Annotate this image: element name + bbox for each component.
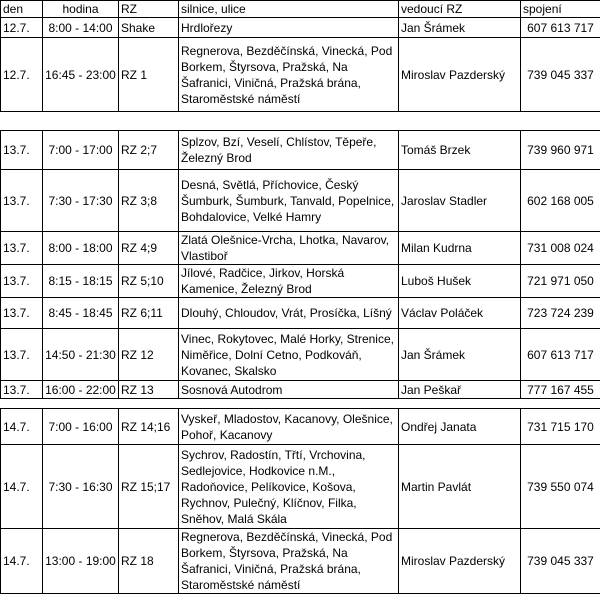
cell-den: 14.7.: [1, 409, 43, 445]
table-row: [1, 131, 600, 170]
cell-hodina: 8:45 - 18:45: [43, 298, 119, 329]
cell-den: 13.7.: [1, 131, 43, 170]
cell-rz: RZ 4;9: [119, 232, 179, 265]
cell-silnice: Jílové, Radčice, Jirkov, Horská Kamenice, Železný Brod: [179, 265, 399, 298]
cell-silnice: Dlouhý, Chloudov, Vrát, Prosíčka, Líšný: [179, 298, 399, 329]
table-row: [1, 529, 600, 594]
cell-silnice: Vinec, Rokytovec, Malé Horky, Strenice, Niměřice, Dolní Cetno, Podkováň, Kovanec, Skalsko: [179, 329, 399, 381]
schedule-table-day-1: [0, 0, 600, 112]
header-vedouci: vedoucí RZ: [399, 1, 521, 18]
cell-silnice: Sosnová Autodrom: [179, 381, 399, 399]
cell-vedouci: Jan Šrámek: [399, 329, 521, 381]
cell-silnice: Splzov, Bzí, Veselí, Chlístov, Těpeře, Železný Brod: [179, 131, 399, 170]
cell-vedouci: Milan Kudrna: [399, 232, 521, 265]
cell-hodina: 16:00 - 22:00: [43, 381, 119, 399]
cell-vedouci: Václav Poláček: [399, 298, 521, 329]
cell-spojeni: 607 613 717: [521, 329, 600, 381]
cell-rz: RZ 18: [119, 529, 179, 594]
cell-hodina: 7:30 - 16:30: [43, 445, 119, 529]
cell-spojeni: 731 008 024: [521, 232, 600, 265]
cell-rz: RZ 14;16: [119, 409, 179, 445]
cell-vedouci: Martin Pavlát: [399, 445, 521, 529]
cell-den: 12.7.: [1, 18, 43, 38]
schedule-table-day-3: [0, 408, 600, 594]
header-den: den: [1, 1, 43, 18]
schedule-block-day-1: [0, 0, 600, 112]
cell-vedouci: Miroslav Pazderský: [399, 38, 521, 112]
cell-silnice: Zlatá Olešnice-Vrcha, Lhotka, Navarov, Vlastiboř: [179, 232, 399, 265]
cell-hodina: 8:15 - 18:15: [43, 265, 119, 298]
cell-hodina: 7:00 - 17:00: [43, 131, 119, 170]
cell-silnice: Sychrov, Radostín, Třtí, Vrchovina, Sedlejovice, Hodkovice n.M., Radoňovice, Pelíkovice, Košova, Rychnov, Pulečný, Klíčnov, Filka, Sněhov, Malá Skála: [179, 445, 399, 529]
header-hodina: hodina: [43, 1, 119, 18]
cell-vedouci: Miroslav Pazderský: [399, 529, 521, 594]
cell-hodina: 7:00 - 16:00: [43, 409, 119, 445]
cell-hodina: 7:30 - 17:30: [43, 170, 119, 232]
cell-vedouci: Jan Peškař: [399, 381, 521, 399]
table-row: [1, 18, 600, 38]
cell-vedouci: Jaroslav Stadler: [399, 170, 521, 232]
cell-rz: RZ 12: [119, 329, 179, 381]
cell-vedouci: Ondřej Janata: [399, 409, 521, 445]
cell-hodina: 8:00 - 14:00: [43, 18, 119, 38]
cell-den: 13.7.: [1, 232, 43, 265]
cell-silnice: Hrdlořezy: [179, 18, 399, 38]
cell-silnice: Regnerova, Bezděčínská, Vinecká, Pod Borkem, Štyrsova, Pražská, Na Šafranici, Viničná, Pražská brána, Staroměstské náměstí: [179, 529, 399, 594]
cell-silnice: Regnerova, Bezděčínská, Vinecká, Pod Borkem, Štyrsova, Pražská, Na Šafranici, Viničná, Pražská brána, Staroměstské náměstí: [179, 38, 399, 112]
cell-silnice: Desná, Světlá, Příchovice, Český Šumburk, Šumburk, Tanvald, Popelnice, Bohdalovice, Velké Hamry: [179, 170, 399, 232]
table-row: [1, 170, 600, 232]
table-row: [1, 409, 600, 445]
cell-rz: RZ 3;8: [119, 170, 179, 232]
table-row: [1, 38, 600, 112]
cell-rz: RZ 2;7: [119, 131, 179, 170]
cell-hodina: 14:50 - 21:30: [43, 329, 119, 381]
table-row: [1, 265, 600, 298]
cell-spojeni: 739 550 074: [521, 445, 600, 529]
cell-rz: RZ 13: [119, 381, 179, 399]
cell-spojeni: 723 724 239: [521, 298, 600, 329]
table-row: [1, 298, 600, 329]
table-row: [1, 232, 600, 265]
cell-spojeni: 731 715 170: [521, 409, 600, 445]
cell-spojeni: 721 971 050: [521, 265, 600, 298]
header-spojeni: spojení: [521, 1, 600, 18]
cell-vedouci: Jan Šrámek: [399, 18, 521, 38]
cell-vedouci: Tomáš Brzek: [399, 131, 521, 170]
cell-den: 12.7.: [1, 38, 43, 112]
cell-spojeni: 777 167 455: [521, 381, 600, 399]
cell-vedouci: Luboš Hušek: [399, 265, 521, 298]
cell-rz: RZ 6;11: [119, 298, 179, 329]
schedule-table-day-2: [0, 130, 600, 399]
table-row: [1, 445, 600, 529]
cell-spojeni: 739 045 337: [521, 529, 600, 594]
cell-silnice: Vyskeř, Mladostov, Kacanovy, Olešnice, Pohoř, Kacanovy: [179, 409, 399, 445]
cell-den: 14.7.: [1, 529, 43, 594]
cell-spojeni: 602 168 005: [521, 170, 600, 232]
cell-rz: RZ 5;10: [119, 265, 179, 298]
cell-hodina: 16:45 - 23:00: [43, 38, 119, 112]
cell-den: 13.7.: [1, 381, 43, 399]
table-row: [1, 329, 600, 381]
cell-den: 13.7.: [1, 265, 43, 298]
header-row: [1, 1, 600, 18]
cell-hodina: 8:00 - 18:00: [43, 232, 119, 265]
cell-den: 13.7.: [1, 170, 43, 232]
cell-den: 13.7.: [1, 329, 43, 381]
table-row: [1, 381, 600, 399]
header-rz: RZ: [119, 1, 179, 18]
cell-rz: RZ 1: [119, 38, 179, 112]
cell-spojeni: 739 960 971: [521, 131, 600, 170]
cell-spojeni: 607 613 717: [521, 18, 600, 38]
cell-spojeni: 739 045 337: [521, 38, 600, 112]
cell-den: 14.7.: [1, 445, 43, 529]
cell-rz: RZ 15;17: [119, 445, 179, 529]
schedule-block-day-3: [0, 408, 600, 594]
cell-den: 13.7.: [1, 298, 43, 329]
cell-rz: Shake: [119, 18, 179, 38]
header-silnice: silnice, ulice: [179, 1, 399, 18]
schedule-block-day-2: [0, 130, 600, 399]
cell-hodina: 13:00 - 19:00: [43, 529, 119, 594]
